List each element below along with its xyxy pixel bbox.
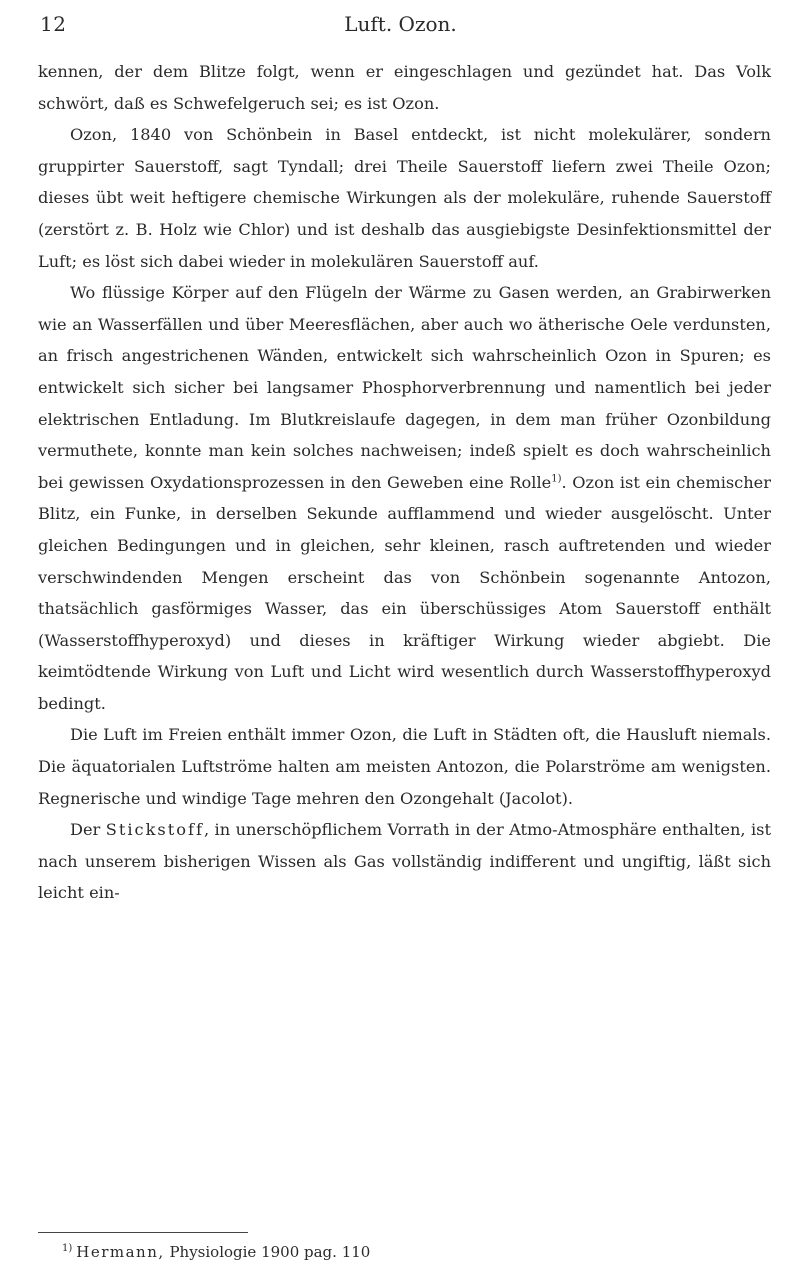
stickstoff-text: , in unerschöpflichem Vorrath in der Atmo-Atmosphäre enthalten, ist nach unserem bisherigen Wissen als Gas vollständig indifferent und ungiftig, läßt sich leicht ein-: [38, 820, 771, 903]
paragraph-stickstoff: [38, 814, 771, 909]
stickstoff-lead: Der: [70, 820, 101, 840]
running-head: Luft. Ozon.: [344, 12, 457, 36]
footnote: [62, 1241, 762, 1263]
footnote-divider: [38, 1232, 248, 1233]
footnote-reference: 1): [551, 473, 562, 485]
paragraph-ozon-content: Die Luft im Freien enthält immer Ozon, die Luft in Städten oft, die Hausluft niemals. Die äquatorialen Luftströme halten am meisten Antozon, die Polarströme am wenigsten. Regnerische und windige Tage mehren den Ozongehalt (Jacolot).: [38, 725, 771, 808]
footnote-marker: 1): [62, 1243, 73, 1254]
paragraph-ozon-sources-text: Wo flüssige Körper auf den Flügeln der Wärme zu Gasen werden, an Grabirwerken wie an Wasserfällen und über Meeresflächen, aber auch wo ätherische Oele verdunsten, an frisch angestrichenen Wänden, entwickelt sich wahrscheinlich Ozon in Spuren; es entwickelt sich sicher bei langsamer Phosphorverbrennung und namentlich bei jeder elektrischen Entladung. Im Blutkreislaufe dagegen, in dem man früher Ozonbildung vermuthete, konnte man kein solches nachweisen; indeß spielt es doch wahrscheinlich bei gewissen Oxydationsprozessen in den Geweben eine Rolle: [38, 283, 771, 492]
footnote-author: Hermann,: [76, 1243, 165, 1261]
paragraph-ozon-sources: Wo flüssige Körper auf den Flügeln der Wärme zu Gasen werden, an Grabirwerken wie an Wasserfällen und über Meeresflächen, aber auch wo ätherische Oele verdunsten, an frisch angestrichenen Wänden, entwickelt sich wahrscheinlich Ozon in Spuren; es entwickelt sich sicher bei langsamer Phosphorverbrennung und namentlich bei jeder elektrischen Entladung. Im Blutkreislaufe dagegen, in dem man früher Ozonbildung vermuthete, konnte man kein solches nachweisen; indeß spielt es doch wahrscheinlich bei gewissen Oxydationsprozessen in den Geweben eine Rolle$^{1)}$. Ozon ist ein chemischer Blitz, ein Funke, in derselben Sekunde aufflammend und wieder ausgelöscht. Unter gleichen Bedingungen und in gleichen, sehr kleinen, rasch auftretenden und wieder verschwindenden Mengen erscheint das von Schönbein sogenannte Antozon, thatsächlich gasförmiges Wasser, das ein überschüssiges Atom Sauerstoff enthält (Wasserstoffhyperoxyd) und dieses in kräftiger Wirkung wieder abgiebt. Die keimtödtende Wirkung von Luft und Licht wird wesentlich durch Wasserstoffhyperoxyd bedingt.: [38, 283, 771, 713]
stickstoff-term: Stickstoff: [105, 820, 204, 840]
paragraph-ozon-definition: Ozon, 1840 von Schönbein in Basel entdeckt, ist nicht molekulärer, sondern gruppirter Sauerstoff, sagt Tyndall; drei Theile Sauerstoff liefern zwei Theile Ozon; dieses übt weit heftigere chemische Wirkungen als der molekuläre, ruhende Sauerstoff (zerstört z. B. Holz wie Chlor) und ist deshalb das ausgiebigste Desinfektionsmittel der Luft; es löst sich dabei wieder in molekulären Sauerstoff auf.: [38, 125, 771, 271]
footnote-text: Physiologie 1900 pag. 110: [169, 1243, 371, 1261]
page-number: 12: [40, 12, 67, 36]
paragraph-continuation: kennen, der dem Blitze folgt, wenn er eingeschlagen und gezündet hat. Das Volk schwört, daß es Schwefelgeruch sei; es ist Ozon.: [38, 62, 771, 113]
paragraph-ozon-sources-rest: Ozon ist ein chemischer Blitz, ein Funke, in derselben Sekunde aufflammend und wieder ausgelöscht. Unter gleichen Bedingungen und in gleichen, sehr kleinen, rasch auftretenden und wieder verschwindenden Mengen erscheint das von Schönbein sogenannte Antozon, thatsächlich gasförmiges Wasser, das ein überschüssiges Atom Sauerstoff enthält (Wasserstoffhyperoxyd) und dieses in kräftiger Wirkung wieder abgiebt. Die keimtödtende Wirkung von Luft und Licht wird wesentlich durch Wasserstoffhyperoxyd bedingt.: [38, 472, 771, 713]
body-text: [38, 56, 771, 909]
page-header: [40, 12, 761, 40]
